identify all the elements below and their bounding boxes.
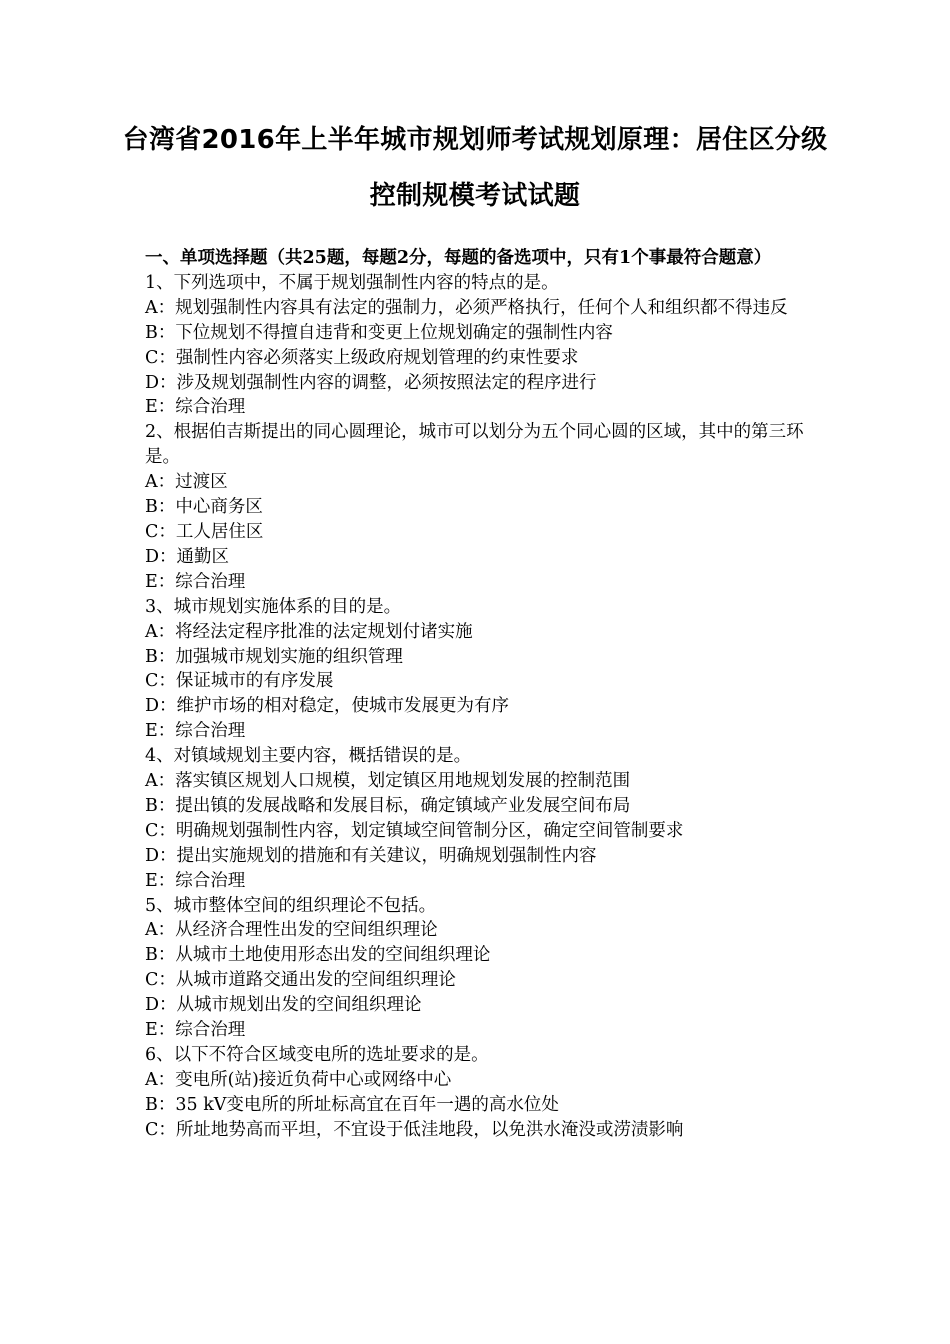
answer-option: E：综合治理 [145, 1020, 246, 1041]
answer-option: A：将经法定程序批准的法定规划付诸实施 [145, 621, 473, 642]
document-title: 台湾省2016年上半年城市规划师考试规划原理：居住区分级控制规模考试试题 [122, 125, 828, 211]
question-block [145, 1043, 813, 1143]
answer-option: D：涉及规划强制性内容的调整，必须按照法定的程序进行 [145, 372, 597, 393]
question-stem: 5、城市整体空间的组织理论不包括。 [145, 895, 437, 916]
question-block [145, 271, 813, 420]
answer-option: A：规划强制性内容具有法定的强制力，必须严格执行，任何个人和组织都不得违反 [145, 297, 788, 318]
answer-option: E：综合治理 [145, 870, 246, 891]
question-block [145, 894, 813, 1043]
answer-option: A：过渡区 [145, 472, 228, 493]
answer-option: B：提出镇的发展战略和发展目标，确定镇域产业发展空间布局 [145, 795, 631, 816]
question-block [145, 595, 813, 744]
answer-option: E：综合治理 [145, 397, 246, 418]
answer-option: B：下位规划不得擅自违背和变更上位规划确定的强制性内容 [145, 322, 613, 343]
question-block [145, 744, 813, 893]
question-stem: 2、根据伯吉斯提出的同心圆理论，城市可以划分为五个同心圆的区域，其中的第三环是。 [145, 422, 804, 468]
answer-option: C：保证城市的有序发展 [145, 671, 334, 692]
answer-option: C：所址地势高而平坦，不宜设于低洼地段，以免洪水淹没或涝渍影响 [145, 1119, 684, 1140]
answer-option: C：工人居住区 [145, 521, 264, 542]
answer-option: D：从城市规划出发的空间组织理论 [145, 995, 422, 1016]
question-stem: 3、城市规划实施体系的目的是。 [145, 596, 402, 617]
question-stem: 4、对镇域规划主要内容，概括错误的是。 [145, 746, 472, 767]
answer-option: C：明确规划强制性内容，划定镇域空间管制分区，确定空间管制要求 [145, 820, 684, 841]
answer-option: D：通勤区 [145, 546, 230, 567]
answer-option: D：维护市场的相对稳定，使城市发展更为有序 [145, 696, 510, 717]
question-stem: 6、以下不符合区域变电所的选址要求的是。 [145, 1045, 489, 1065]
answer-option: B：加强城市规划实施的组织管理 [145, 646, 403, 667]
answer-option: B：中心商务区 [145, 497, 263, 518]
document-body [145, 246, 813, 1143]
answer-option: B：从城市土地使用形态出发的空间组织理论 [145, 945, 491, 966]
answer-option: D：提出实施规划的措施和有关建议，明确规划强制性内容 [145, 845, 597, 866]
question-list [145, 271, 813, 1143]
answer-option: C：从城市道路交通出发的空间组织理论 [145, 970, 456, 991]
answer-option: A：从经济合理性出发的空间组织理论 [145, 920, 438, 941]
question-block [145, 420, 813, 594]
answer-option: C：强制性内容必须落实上级政府规划管理的约束性要求 [145, 347, 579, 368]
section-header: 一、单项选择题（共25题，每题2分，每题的备选项中，只有1个事最符合题意） [145, 248, 772, 268]
answer-option: B：35 kV变电所的所址标高宜在百年一遇的高水位处 [145, 1094, 559, 1115]
answer-option: A：落实镇区规划人口规模，划定镇区用地规划发展的控制范围 [145, 771, 631, 792]
answer-option: A：变电所(站)接近负荷中心或网络中心 [145, 1069, 452, 1090]
question-stem: 1、下列选项中，不属于规划强制性内容的特点的是。 [145, 272, 559, 293]
answer-option: E：综合治理 [145, 571, 246, 592]
answer-option: E：综合治理 [145, 721, 246, 742]
